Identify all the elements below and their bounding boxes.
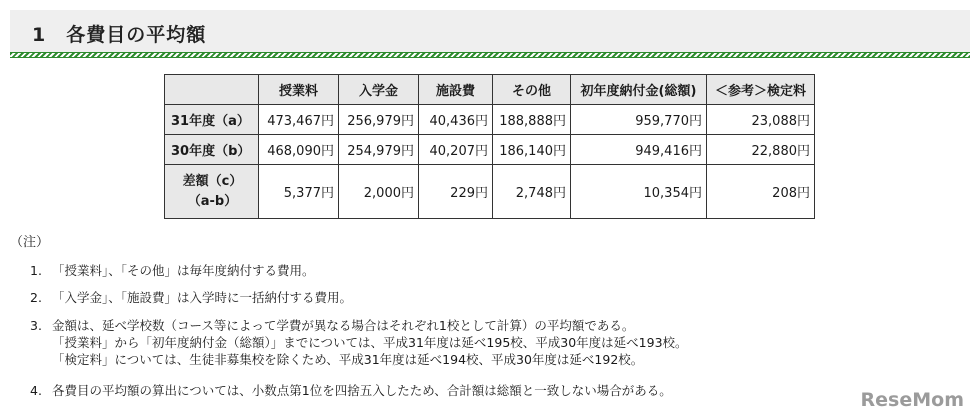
note-text: 「授業料」、「その他」は毎年度納付する費用。 xyxy=(52,263,315,278)
section-title: 1 各費目の平均額 xyxy=(32,24,207,46)
note-number: 3. xyxy=(30,318,42,333)
table-cell: 5,377円 xyxy=(259,165,339,219)
note-item xyxy=(30,317,688,368)
table-cell: 10,354円 xyxy=(571,165,707,219)
resemom-logo: ReseMom xyxy=(860,389,964,411)
note-item xyxy=(30,289,352,306)
note-number: 4. xyxy=(30,383,42,398)
column-header: その他 xyxy=(493,75,571,105)
table-cell: 208円 xyxy=(707,165,815,219)
table-row xyxy=(165,105,815,135)
row-label-line: （a-b） xyxy=(187,193,238,209)
table-cell: 468,090円 xyxy=(259,135,339,165)
section-header xyxy=(10,10,970,52)
note-number: 2. xyxy=(30,290,42,305)
table-cell: 188,888円 xyxy=(493,105,571,135)
row-label-line: 差額（c） xyxy=(182,173,243,189)
note-text: 「授業料」から「初年度納付金（総額）」までについては、平成31年度は延べ195校、平成30年度は延べ193校。 xyxy=(52,335,688,350)
fee-table xyxy=(164,74,815,219)
row-label xyxy=(165,165,259,219)
table-cell: 256,979円 xyxy=(339,105,419,135)
column-header: 初年度納付金(総額) xyxy=(571,75,707,105)
row-label: 31年度（a） xyxy=(165,105,259,135)
column-header: 施設費 xyxy=(419,75,493,105)
corner-cell xyxy=(165,75,259,105)
header-rule xyxy=(10,52,970,58)
notes-heading: （注） xyxy=(10,235,50,250)
table-cell: 186,140円 xyxy=(493,135,571,165)
column-header: 授業料 xyxy=(259,75,339,105)
column-header: ＜参考＞検定料 xyxy=(707,75,815,105)
table-cell: 473,467円 xyxy=(259,105,339,135)
table-row xyxy=(165,165,815,219)
table-cell: 959,770円 xyxy=(571,105,707,135)
column-header: 入学金 xyxy=(339,75,419,105)
table-cell: 23,088円 xyxy=(707,105,815,135)
table-cell: 2,000円 xyxy=(339,165,419,219)
note-text: 各費目の平均額の算出については、小数点第1位を四捨五入したため、合計額は総額と一致しない場合がある。 xyxy=(52,383,672,398)
table-header-row xyxy=(165,75,815,105)
note-item xyxy=(30,262,315,279)
row-label: 30年度（b） xyxy=(165,135,259,165)
table-row xyxy=(165,135,815,165)
note-text: 「入学金」、「施設費」は入学時に一括納付する費用。 xyxy=(52,290,353,305)
note-text: 金額は、延べ学校数（コース等によって学費が異なる場合はそれぞれ1校として計算）の平均額である。 xyxy=(52,318,635,333)
table-cell: 254,979円 xyxy=(339,135,419,165)
table-cell: 2,748円 xyxy=(493,165,571,219)
table-cell: 949,416円 xyxy=(571,135,707,165)
note-number: 1. xyxy=(30,263,42,278)
table-cell: 22,880円 xyxy=(707,135,815,165)
table-cell: 40,207円 xyxy=(419,135,493,165)
note-item xyxy=(30,382,672,399)
note-text: 「検定料」については、生徒非募集校を除くため、平成31年度は延べ194校、平成30年度は延べ192校。 xyxy=(52,352,644,367)
table-cell: 229円 xyxy=(419,165,493,219)
table-cell: 40,436円 xyxy=(419,105,493,135)
